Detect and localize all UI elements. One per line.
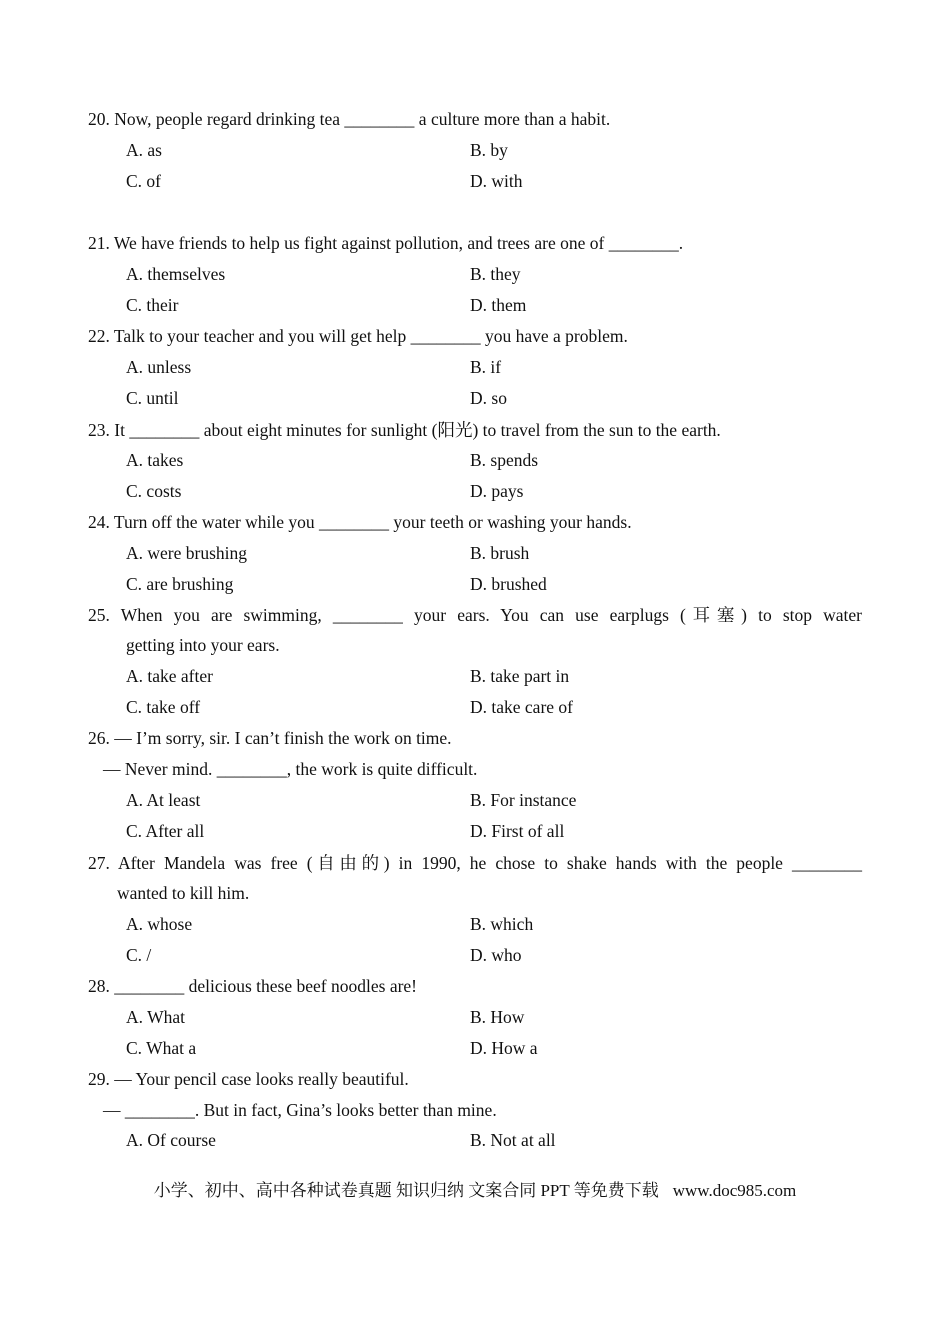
question-21-option-d: D. them bbox=[470, 295, 527, 315]
question-23-option-c: C. costs bbox=[126, 481, 182, 501]
question-24-option-c: C. are brushing bbox=[126, 574, 234, 594]
question-29-option-b: B. Not at all bbox=[470, 1130, 556, 1150]
question-25-stem: 25. When you are swimming, ________ your ears. You can use earplugs (耳塞) to stop water bbox=[88, 605, 862, 625]
question-28-stem: 28. ________ delicious these beef noodles are! bbox=[88, 976, 418, 996]
question-24-option-d: D. brushed bbox=[470, 574, 547, 594]
footer-text: 小学、初中、高中各种试卷真题 知识归纳 文案合同 PPT 等免费下载 bbox=[153, 1181, 659, 1200]
question-26-stem: 26. — I’m sorry, sir. I can’t finish the work on time. bbox=[88, 728, 452, 748]
question-28-option-b: B. How bbox=[470, 1007, 525, 1027]
question-20-option-a: A. as bbox=[126, 140, 162, 160]
question-24-option-a: A. were brushing bbox=[126, 543, 248, 563]
question-29-reply: — ________. But in fact, Gina’s looks better than mine. bbox=[103, 1100, 497, 1120]
question-27-option-c: C. / bbox=[126, 945, 152, 965]
question-21-option-c: C. their bbox=[126, 295, 179, 315]
question-20-stem: 20. Now, people regard drinking tea ________ a culture more than a habit. bbox=[88, 109, 611, 129]
question-25-option-c: C. take off bbox=[126, 697, 201, 717]
question-24-option-b: B. brush bbox=[470, 543, 530, 563]
question-27-option-b: B. which bbox=[470, 914, 534, 934]
question-25-stem-continued: getting into your ears. bbox=[126, 635, 280, 655]
question-22-option-d: D. so bbox=[470, 388, 507, 408]
question-26-option-d: D. First of all bbox=[470, 821, 565, 841]
question-20-option-b: B. by bbox=[470, 140, 508, 160]
question-27-option-a: A. whose bbox=[126, 914, 193, 934]
question-28-option-d: D. How a bbox=[470, 1038, 538, 1058]
page-footer bbox=[0, 1180, 950, 1202]
question-27-option-d: D. who bbox=[470, 945, 522, 965]
question-21-stem: 21. We have friends to help us fight against pollution, and trees are one of ________. bbox=[88, 233, 684, 253]
question-22-stem: 22. Talk to your teacher and you will get help ________ you have a problem. bbox=[88, 326, 628, 346]
question-25-option-b: B. take part in bbox=[470, 666, 570, 686]
question-28-option-c: C. What a bbox=[126, 1038, 197, 1058]
question-23-option-d: D. pays bbox=[470, 481, 524, 501]
question-20-option-d: D. with bbox=[470, 171, 523, 191]
question-21-option-b: B. they bbox=[470, 264, 521, 284]
question-26-option-a: A. At least bbox=[126, 790, 201, 810]
question-29-stem: 29. — Your pencil case looks really beautiful. bbox=[88, 1069, 409, 1089]
question-27-stem: 27. After Mandela was free (自由的) in 1990, he chose to shake hands with the people ________ bbox=[88, 853, 862, 873]
question-25-option-d: D. take care of bbox=[470, 697, 573, 717]
question-22-option-b: B. if bbox=[470, 357, 502, 377]
question-23-stem: 23. It ________ about eight minutes for sunlight (阳光) to travel from the sun to the earth. bbox=[88, 420, 721, 440]
footer-url-link[interactable]: www.doc985.com bbox=[672, 1181, 797, 1200]
question-22-option-c: C. until bbox=[126, 388, 179, 408]
question-26-option-b: B. For instance bbox=[470, 790, 577, 810]
question-27-stem-continued: wanted to kill him. bbox=[117, 883, 250, 903]
question-23-option-b: B. spends bbox=[470, 450, 539, 470]
question-22-option-a: A. unless bbox=[126, 357, 192, 377]
question-21-option-a: A. themselves bbox=[126, 264, 226, 284]
question-26-option-c: C. After all bbox=[126, 821, 205, 841]
question-26-reply: — Never mind. ________, the work is quite difficult. bbox=[103, 759, 478, 779]
question-29-option-a: A. Of course bbox=[126, 1130, 216, 1150]
question-20-option-c: C. of bbox=[126, 171, 161, 191]
question-24-stem: 24. Turn off the water while you ________ your teeth or washing your hands. bbox=[88, 512, 632, 532]
question-25-option-a: A. take after bbox=[126, 666, 213, 686]
question-23-option-a: A. takes bbox=[126, 450, 184, 470]
question-28-option-a: A. What bbox=[126, 1007, 185, 1027]
